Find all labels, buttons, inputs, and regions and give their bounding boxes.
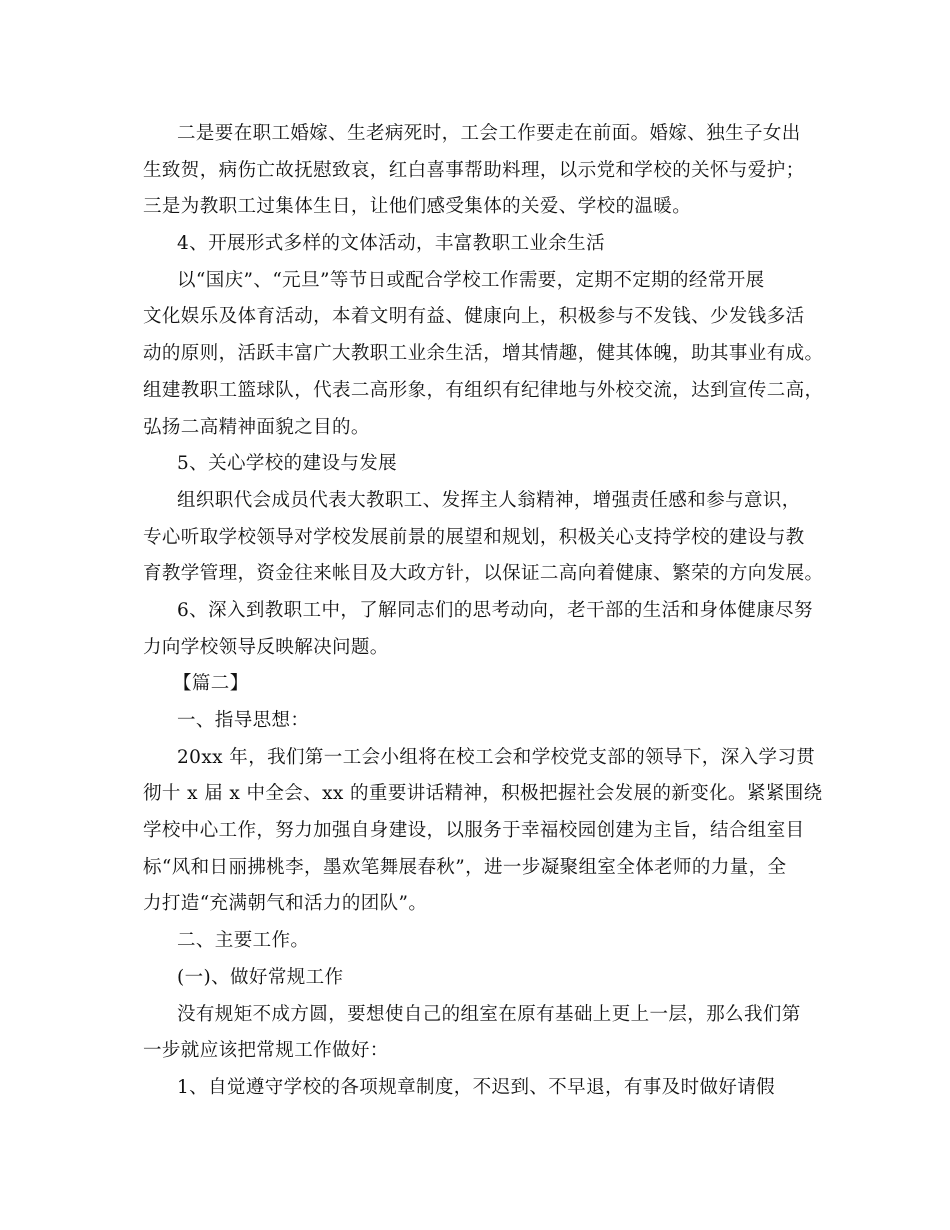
text-line: 标“风和日丽拂桃李，墨欢笔舞展春秋”，进一步凝聚组室全体老师的力量，全 [143,856,787,878]
section-heading: 【篇二】 [173,673,249,695]
text-line: 二是要在职工婚嫁、生老病死时，工会工作要走在前面。婚嫁、独生子女出 [177,123,801,144]
text-line: 20xx 年，我们第一工会小组将在校工会和学校党支部的领导下，深入学习贯 [177,746,816,768]
text-line: 一步就应该把常规工作做好： [143,1040,389,1062]
text-line: 彻十 x 届 x 中全会、xx 的重要讲话精神，积极把握社会发展的新变化。紧紧围绕 [143,783,823,805]
text-line: 没有规矩不成方圆，要想使自己的组室在原有基础上更上一层，那么我们第 [177,1003,801,1025]
text-line: 文化娱乐及体育活动，本着文明有益、健康向上，积极参与不发钱、少发钱多活 [143,306,805,328]
text-line: 4、开展形式多样的文体活动，丰富教职工业余生活 [177,233,605,255]
text-line: (一)、做好常规工作 [177,966,344,988]
text-line: 三是为教职工过集体生日，让他们感受集体的关爱、学校的温暖。 [143,196,692,218]
text-line: 学校中心工作，努力加强自身建设，以服务于幸福校园创建为主旨，结合组室目 [143,820,805,842]
text-line: 一、指导思想： [177,710,310,731]
text-line: 动的原则，活跃丰富广大教职工业余生活，增其情趣，健其体魄，助其事业有成。 [143,343,824,365]
text-line: 以“国庆”、“元旦”等节日或配合学校工作需要，定期不定期的经常开展 [177,269,765,291]
text-line: 6、深入到教职工中，了解同志们的思考动向，老干部的生活和身体健康尽努 [177,599,813,621]
text-line: 力打造“充满朝气和活力的团队”。 [143,893,428,915]
text-line: 5、关心学校的建设与发展 [177,453,398,475]
document-body [143,116,824,1107]
text-line: 弘扬二高精神面貌之目的。 [143,416,370,438]
text-line: 专心听取学校领导对学校发展前景的展望和规划，积极关心支持学校的建设与教 [143,526,805,548]
text-line: 生致贺，病伤亡故抚慰致哀，红白喜事帮助料理，以示党和学校的关怀与爱护； [143,159,805,181]
text-line: 组织职代会成员代表大教职工、发挥主人翁精神，增强责任感和参与意识， [177,489,801,511]
text-line: 力向学校领导反映解决问题。 [143,636,389,658]
text-line: 育教学管理，资金往来帐目及大政方针，以保证二高向着健康、繁荣的方向发展。 [143,563,824,585]
text-line: 二、主要工作。 [177,930,310,952]
text-line: 1、自觉遵守学校的各项规章制度，不迟到、不早退，有事及时做好请假 [177,1076,776,1098]
text-line: 组建教职工篮球队，代表二高形象，有组织有纪律地与外校交流，达到宣传二高， [143,379,824,401]
